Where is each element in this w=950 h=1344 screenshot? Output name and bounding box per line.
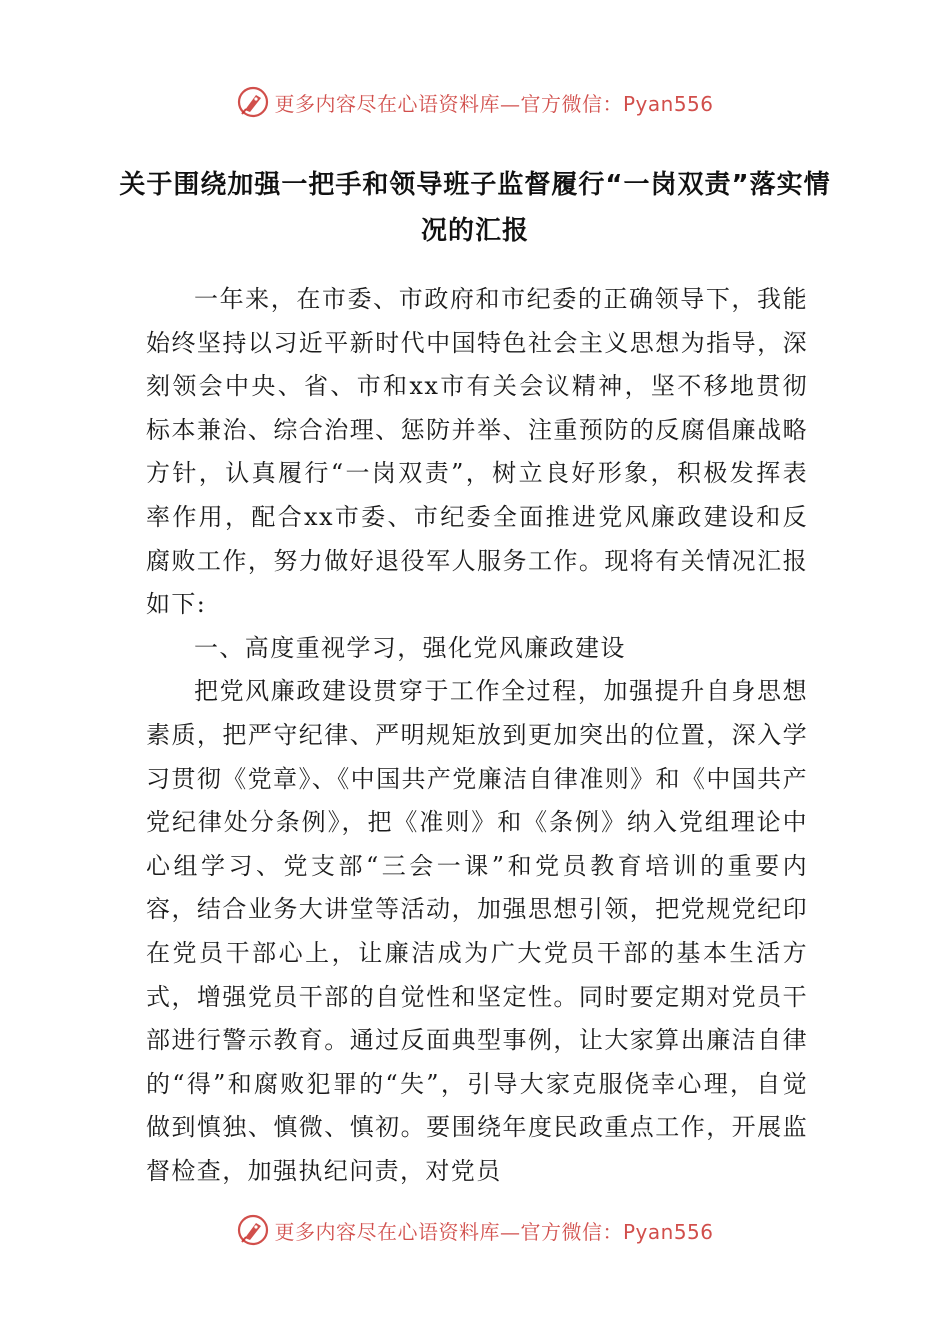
header-watermark (0, 82, 950, 122)
paragraph-section-1: 把党风廉政建设贯穿于工作全过程，加强提升自身思想素质，把严守纪律、严明规矩放到更加突出的位置，深入学习贯彻《党章》、《中国共产党廉洁自律准则》和《中国共产党纪律处分条例》，把《准则》和《条例》纳入党组理论中心组学习、党支部“三会一课”和党员教育培训的重要内容，结合业务大讲堂等活动，加强思想引领，把党规党纪印在党员干部心上，让廉洁成为广大党员干部的基本生活方式，增强党员干部的自觉性和坚定性。同时要定期对党员干部进行警示教育。通过反面典型事例，让大家算出廉洁自律的“得”和腐败犯罪的“失”，引导大家克服侥幸心理，自觉做到慎独、慎微、慎初。要围绕年度民政重点工作，开展监督检查，加强执纪问责，对党员 (146, 677, 808, 1185)
document-title: 关于围绕加强一把手和领导班子监督履行“一岗双责”落实情况的汇报 (119, 170, 831, 246)
pen-nib-logo-icon (236, 1213, 270, 1247)
watermark-wechat-id: Pyan556 (622, 1219, 714, 1244)
paragraph-intro: 一年来，在市委、市政府和市纪委的正确领导下，我能始终坚持以习近平新时代中国特色社会主义思想为指导，深刻领会中央、省、市和xx市有关会议精神，坚不移地贯彻标本兼治、综合治理、惩防并举、注重预防的反腐倡廉战略方针，认真履行“一岗双责”，树立良好形象，积极发挥表率作用，配合xx市委、市纪委全面推进党风廉政建设和反腐败工作，努力做好退役军人服务工作。现将有关情况汇报如下: (146, 285, 808, 619)
watermark-text: 更多内容尽在心语资料库—官方微信：Pyan556 (274, 1219, 714, 1244)
section-heading-1: 一、高度重视学习，强化党风廉政建设 (194, 633, 626, 662)
watermark-text: 更多内容尽在心语资料库—官方微信：Pyan556 (274, 91, 714, 116)
watermark-wechat-id: Pyan556 (622, 91, 714, 116)
document-body (146, 278, 808, 1193)
footer-watermark (0, 1210, 950, 1250)
pen-nib-logo-icon (236, 85, 270, 119)
